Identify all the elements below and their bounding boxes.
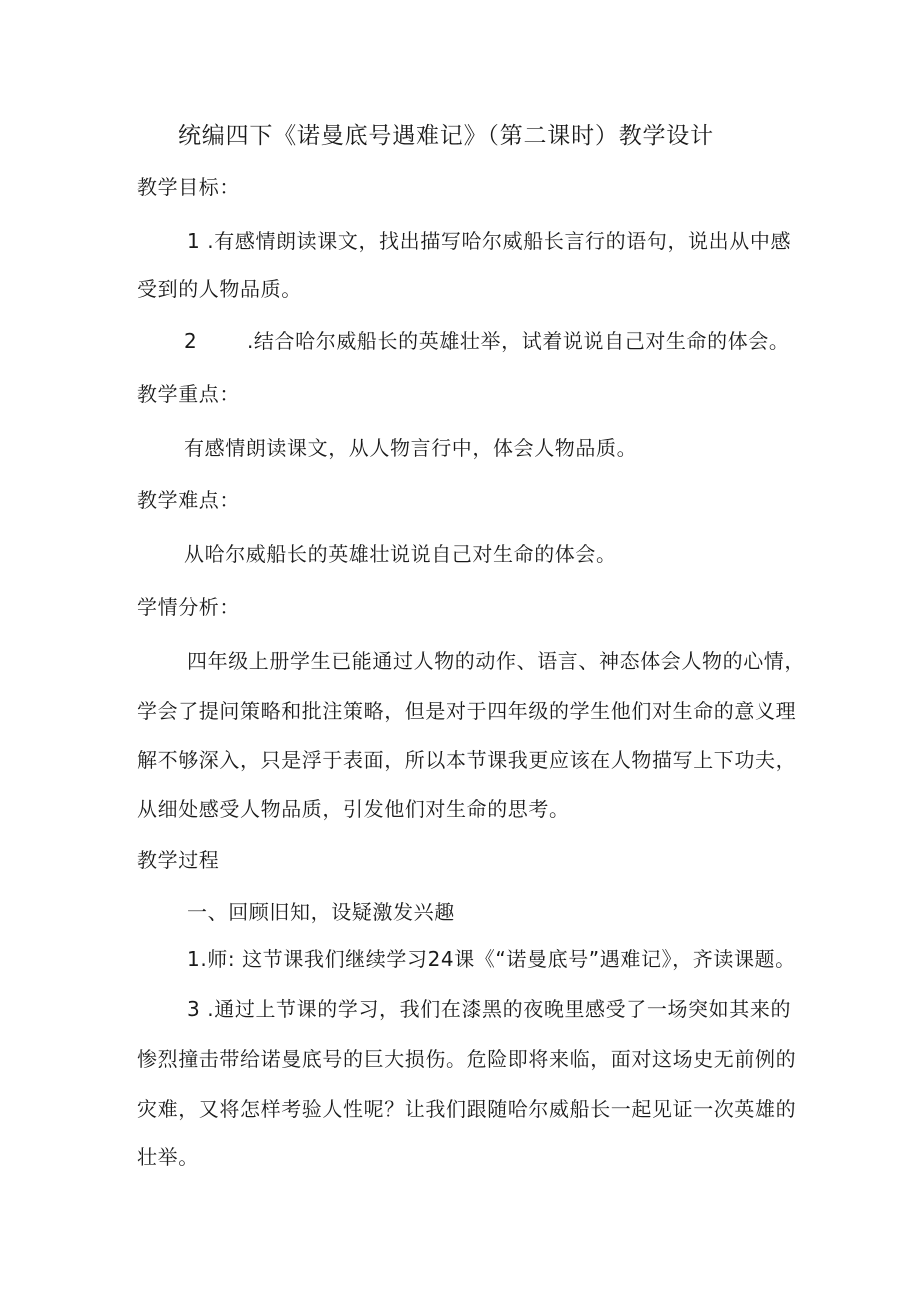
process-step-3-line-3: 灾难，又将怎样考验人性呢？让我们跟随哈尔威船长一起见证一次英雄的 xyxy=(137,1097,797,1121)
document-title: 统编四下《诺曼底号遇难记》（第二课时）教学设计 xyxy=(178,123,714,149)
objective-2 xyxy=(184,327,790,355)
difficulties-heading: 教学难点： xyxy=(137,488,240,512)
objective-2-text: .结合哈尔威船长的英雄壮举，试着说说自己对生命的体会。 xyxy=(246,329,790,353)
analysis-line-3: 解不够深入，只是浮于表面，所以本节课我更应该在人物描写上下功夫， xyxy=(137,748,797,772)
process-step-3-line-4: 壮举。 xyxy=(137,1145,199,1169)
analysis-heading: 学情分析： xyxy=(137,595,240,619)
analysis-line-4: 从细处感受人物品质，引发他们对生命的思考。 xyxy=(137,797,570,821)
process-heading: 教学过程 xyxy=(137,848,220,872)
objective-2-number: 2 xyxy=(184,329,198,353)
objective-1-text: .有感情朗读课文，找出描写哈尔威船长言行的语句，说出从中感 xyxy=(207,229,792,253)
objectives-heading: 教学目标： xyxy=(137,175,240,199)
analysis-line-2: 学会了提问策略和批注策略，但是对于四年级的学生他们对生命的意义理 xyxy=(137,699,797,723)
difficulties-text: 从哈尔威船长的英雄壮说说自己对生命的体会。 xyxy=(184,542,617,566)
objective-1-line-2: 受到的人物品质。 xyxy=(137,277,302,301)
objective-1-line-1 xyxy=(187,227,791,255)
key-points-heading: 教学重点： xyxy=(137,382,240,406)
objective-1-number: 1 xyxy=(187,229,201,253)
process-step-3-line-2: 惨烈撞击带给诺曼底号的巨大损伤。危险即将来临，面对这场史无前例的 xyxy=(137,1047,797,1071)
process-step-3-line-1: 3 .通过上节课的学习，我们在漆黑的夜晚里感受了一场突如其来的 xyxy=(187,997,792,1021)
key-points-text: 有感情朗读课文，从人物言行中，体会人物品质。 xyxy=(184,436,638,460)
analysis-line-1: 四年级上册学生已能通过人物的动作、语言、神态体会人物的心情， xyxy=(187,649,805,673)
process-section-1-heading: 一、回顾旧知，设疑激发兴趣 xyxy=(187,900,455,924)
process-step-1: 1.师: 这节课我们继续学习24课《“诺曼底号”遇难记》，齐读课题。 xyxy=(187,947,796,971)
